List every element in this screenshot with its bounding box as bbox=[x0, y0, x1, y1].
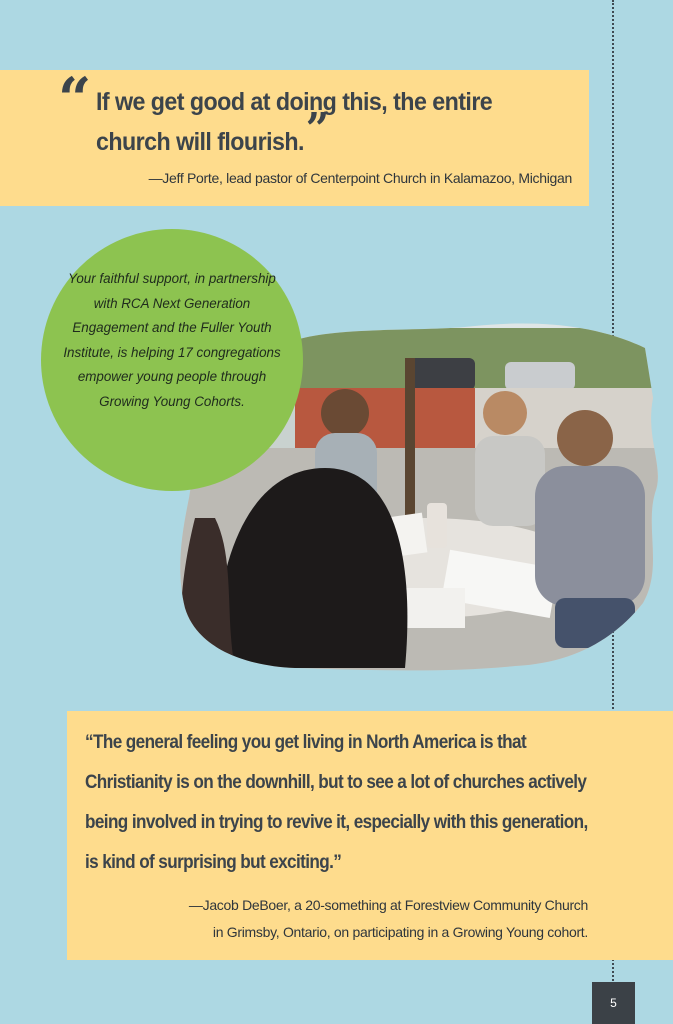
bottom-attribution-line-2: in Grimsby, Ontario, on participating in a Growing Young cohort. bbox=[212, 924, 588, 940]
top-quote-attribution: —Jeff Porte, lead pastor of Centerpoint Church in Kalamazoo, Michigan bbox=[148, 170, 572, 186]
top-quote bbox=[96, 84, 547, 160]
bottom-quote-text: “The general feeling you get living in North America is that Christianity is on the downhill, but to see a lot of churches actively being involved in trying to revive it, especially with this generation, is kind of surprising but exciting.” bbox=[85, 731, 588, 873]
open-quote-icon: “ bbox=[58, 65, 92, 133]
top-quote-text: If we get good at doing this, the entire church will flourish. bbox=[96, 88, 493, 156]
close-quote-icon: ” bbox=[305, 104, 329, 155]
callout-text: Your faithful support, in partnership with RCA Next Generation Engagement and the Fuller Youth Institute, is helping 17 congregations empower young people through Growing Young Cohorts. bbox=[63, 271, 281, 409]
bottom-quote-attribution bbox=[189, 892, 588, 946]
bottom-attribution-line-1: —Jacob DeBoer, a 20-something at Forestview Community Church bbox=[188, 897, 588, 913]
page-number-label: 5 bbox=[610, 996, 617, 1010]
page-number bbox=[592, 982, 635, 1024]
